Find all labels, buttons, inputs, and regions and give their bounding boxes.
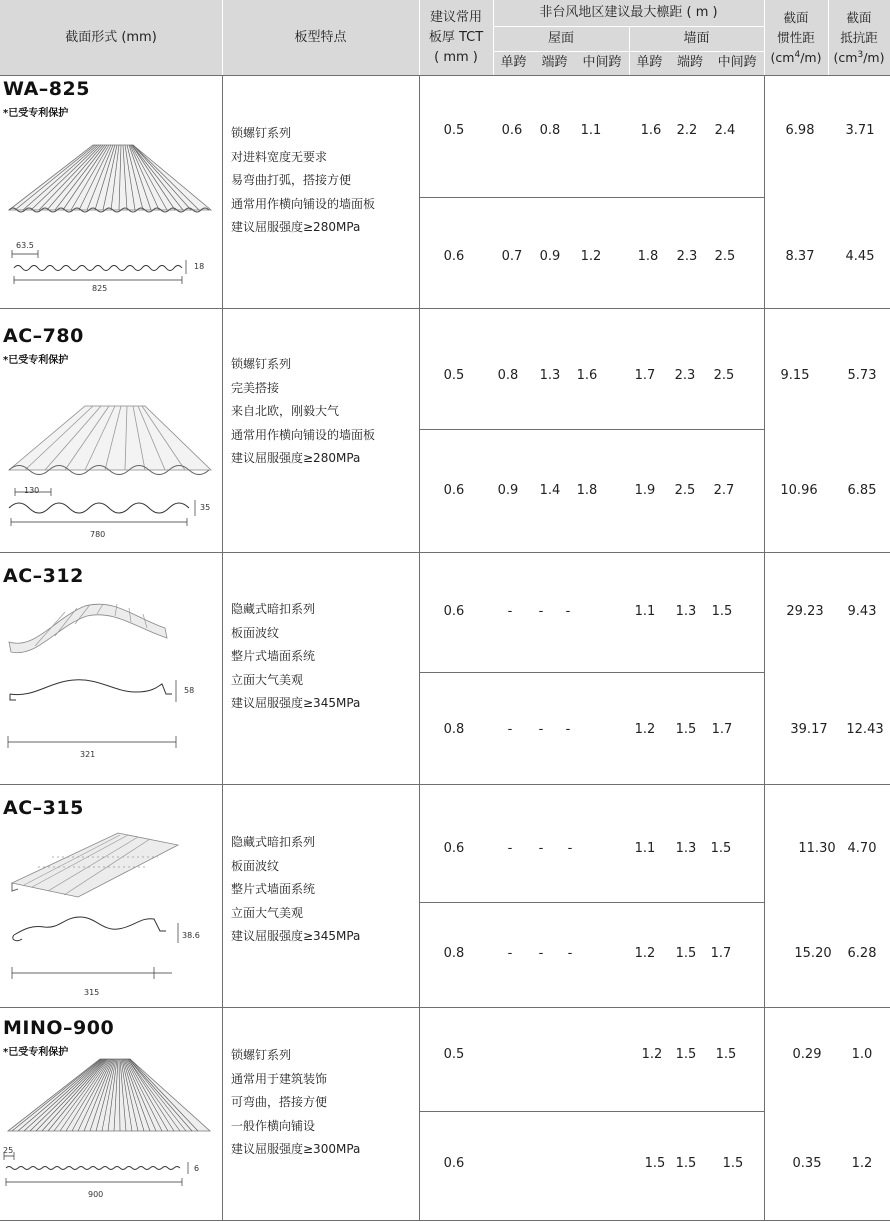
ac312-panel-illustration xyxy=(5,598,175,660)
table-cell: 0.5 xyxy=(443,123,465,138)
table-cell: - xyxy=(507,722,513,737)
feature-line: 完美搭接 xyxy=(231,380,280,395)
mino900-dim-width: 900 xyxy=(88,1190,104,1199)
table-cell: 1.5 xyxy=(675,1047,697,1062)
table-cell: 0.8 xyxy=(443,946,465,961)
table-cell: 1.7 xyxy=(710,946,732,961)
ac315-features xyxy=(231,831,360,949)
ac780-features xyxy=(231,353,375,471)
header-thickness-line1: 建议常用 xyxy=(429,9,482,25)
table-cell: 2.2 xyxy=(676,123,698,138)
table-cell: 2.5 xyxy=(674,483,696,498)
ac315-panel-illustration xyxy=(8,827,188,899)
header-resist xyxy=(828,0,890,75)
table-cell: 4.45 xyxy=(845,249,875,264)
table-cell: 39.17 xyxy=(790,722,828,737)
table-cell: 11.30 xyxy=(798,841,836,856)
wa825-dim-pitch: 63.5 xyxy=(16,241,34,250)
table-cell: 0.8 xyxy=(539,123,561,138)
table-cell: 9.15 xyxy=(780,368,810,383)
feature-line: 通常用于建筑装饰 xyxy=(231,1071,328,1086)
feature-line: 建议屈服强度≥345MPa xyxy=(231,696,361,710)
header-roof xyxy=(493,26,629,51)
wa825-profile-drawing xyxy=(8,248,208,288)
feature-line: 整片式墙面系统 xyxy=(231,649,316,663)
header-inertia xyxy=(764,0,828,75)
table-cell: 0.5 xyxy=(443,368,465,383)
table-cell: 2.5 xyxy=(714,249,736,264)
model-ac780: AC–780 xyxy=(3,325,84,347)
header-wall-single: 单跨 xyxy=(636,55,663,70)
feature-line: 可弯曲，搭接方便 xyxy=(231,1095,328,1109)
header-resist-line1: 截面 xyxy=(846,9,872,25)
feature-line: 板面波纹 xyxy=(231,858,280,873)
table-cell: 1.5 xyxy=(722,1156,744,1171)
table-cell: 0.6 xyxy=(443,249,465,264)
table-cell: 1.5 xyxy=(675,946,697,961)
header-span-group xyxy=(493,0,764,26)
table-cell: 1.5 xyxy=(715,1047,737,1062)
feature-line: 通常用作横向铺设的墙面板 xyxy=(231,196,376,211)
table-cell: 1.7 xyxy=(711,722,733,737)
mino900-features xyxy=(231,1044,360,1162)
feature-line: 立面大气美观 xyxy=(231,905,304,920)
ac315-dim-height: 38.6 xyxy=(182,931,200,940)
header-wall-end: 端跨 xyxy=(676,55,703,70)
header-roof-spans xyxy=(493,51,629,75)
table-cell: 15.20 xyxy=(794,946,832,961)
ac312-dim-width: 321 xyxy=(80,750,96,759)
feature-line: 建议屈服强度≥345MPa xyxy=(231,929,361,943)
table-cell: 0.8 xyxy=(443,722,465,737)
header-features-label: 板型特点 xyxy=(294,29,347,45)
header-resist-unit: $(cm^3/m)$ xyxy=(833,49,885,65)
feature-line: 隐藏式暗扣系列 xyxy=(231,602,316,616)
table-cell: 0.35 xyxy=(792,1156,822,1171)
table-cell: 1.2 xyxy=(851,1156,873,1171)
wa825-features xyxy=(231,122,375,240)
table-cell: 0.9 xyxy=(539,249,561,264)
ac315-profile-drawing xyxy=(4,905,194,985)
header-wall-label: 墙面 xyxy=(683,30,710,46)
ac312-dim-height: 58 xyxy=(184,686,195,695)
ac312-profile-drawing xyxy=(4,672,194,757)
feature-line: 易弯曲打弧，搭接方便 xyxy=(231,173,352,187)
ac315-dim-width: 315 xyxy=(84,988,100,997)
feature-line: 建议屈服强度≥280MPa xyxy=(231,220,361,234)
feature-line: 锁螺钉系列 xyxy=(231,1048,292,1062)
table-cell: 1.8 xyxy=(637,249,659,264)
table-cell: 1.1 xyxy=(634,841,656,856)
ac780-dim-pitch: 130 xyxy=(24,486,40,495)
table-cell: 0.7 xyxy=(501,249,523,264)
feature-line: 锁螺钉系列 xyxy=(231,357,292,371)
table-cell: - xyxy=(538,946,544,961)
table-cell: 0.6 xyxy=(443,1156,465,1171)
table-cell: 1.9 xyxy=(634,483,656,498)
ac312-features xyxy=(231,598,360,716)
mino900-panel-illustration xyxy=(4,1055,214,1135)
feature-line: 整片式墙面系统 xyxy=(231,882,316,896)
table-cell: 1.5 xyxy=(644,1156,666,1171)
header-thickness-line2: 板厚 TCT xyxy=(428,29,484,45)
header-inertia-line1: 截面 xyxy=(783,9,809,25)
table-cell: 9.43 xyxy=(847,604,877,619)
table-cell: 0.9 xyxy=(497,483,519,498)
ac780-dim-height: 35 xyxy=(200,503,211,512)
header-thickness xyxy=(419,0,493,75)
feature-line: 建议屈服强度≥300MPa xyxy=(231,1142,361,1156)
table-cell: 2.5 xyxy=(713,368,735,383)
feature-line: 来自北欧，刚毅大气 xyxy=(231,404,340,418)
header-span-group-label: 非台风地区建议最大檩距 ( m ) xyxy=(539,5,718,20)
table-cell: 2.3 xyxy=(674,368,696,383)
table-cell: 1.5 xyxy=(710,841,732,856)
feature-line: 板面波纹 xyxy=(231,625,280,640)
table-cell: - xyxy=(565,604,571,619)
feature-line: 锁螺钉系列 xyxy=(231,126,292,140)
table-cell: 0.5 xyxy=(443,1047,465,1062)
table-cell: - xyxy=(567,841,573,856)
table-cell: 0.6 xyxy=(443,483,465,498)
table-cell: 6.98 xyxy=(785,123,815,138)
table-cell: 6.28 xyxy=(847,946,877,961)
ac780-dim-width: 780 xyxy=(90,530,106,539)
table-cell: 3.71 xyxy=(845,123,875,138)
feature-line: 隐藏式暗扣系列 xyxy=(231,835,316,849)
table-cell: 1.5 xyxy=(675,1156,697,1171)
header-roof-middle: 中间跨 xyxy=(582,55,622,70)
wa825-dim-height: 18 xyxy=(194,262,205,271)
patent-note: *已受专利保护 xyxy=(3,355,69,366)
table-cell: - xyxy=(538,604,544,619)
header-roof-end: 端跨 xyxy=(541,55,568,70)
header-wall-spans xyxy=(629,51,764,75)
header-thickness-line3: ( mm ) xyxy=(434,49,478,65)
table-cell: 12.43 xyxy=(846,722,884,737)
table-cell: - xyxy=(507,841,513,856)
table-cell: 1.6 xyxy=(640,123,662,138)
table-cell: 2.4 xyxy=(714,123,736,138)
table-cell: 1.0 xyxy=(851,1047,873,1062)
feature-line: 通常用作横向铺设的墙面板 xyxy=(231,427,376,442)
table-cell: - xyxy=(538,841,544,856)
table-cell: - xyxy=(538,722,544,737)
table-cell: 2.7 xyxy=(713,483,735,498)
table-cell: 1.1 xyxy=(634,604,656,619)
table-cell: - xyxy=(567,946,573,961)
model-ac315: AC–315 xyxy=(3,797,84,819)
header-resist-line2: 抵抗距 xyxy=(840,29,878,45)
feature-line: 建议屈服强度≥280MPa xyxy=(231,451,361,465)
mino900-dim-height: 6 xyxy=(194,1164,200,1173)
header-wall xyxy=(629,26,764,51)
table-cell: 10.96 xyxy=(780,483,818,498)
table-cell: 0.6 xyxy=(443,841,465,856)
table-cell: 1.5 xyxy=(675,722,697,737)
table-cell: 1.3 xyxy=(675,604,697,619)
table-cell: 1.6 xyxy=(576,368,598,383)
patent-note: *已受专利保护 xyxy=(3,1047,69,1058)
table-cell: 1.5 xyxy=(711,604,733,619)
table-cell: 1.3 xyxy=(675,841,697,856)
table-cell: - xyxy=(507,604,513,619)
model-wa825: WA–825 xyxy=(3,78,90,100)
table-cell: 5.73 xyxy=(847,368,877,383)
table-cell: - xyxy=(507,946,513,961)
header-inertia-line2: 惯性距 xyxy=(777,29,815,45)
model-mino900: MINO–900 xyxy=(3,1017,115,1039)
header-wall-middle: 中间跨 xyxy=(717,55,757,70)
mino900-dim-pitch: 25 xyxy=(3,1146,14,1155)
model-ac312: AC–312 xyxy=(3,565,84,587)
table-cell: 1.8 xyxy=(576,483,598,498)
table-cell: 2.3 xyxy=(676,249,698,264)
table-cell: 1.7 xyxy=(634,368,656,383)
feature-line: 一般作横向铺设 xyxy=(231,1118,316,1133)
table-cell: 0.29 xyxy=(792,1047,822,1062)
header-roof-label: 屋面 xyxy=(547,30,574,46)
header-section xyxy=(0,0,222,75)
table-cell: 1.2 xyxy=(634,722,656,737)
table-cell: 1.2 xyxy=(580,249,602,264)
table-cell: 1.1 xyxy=(580,123,602,138)
table-cell: 1.4 xyxy=(539,483,561,498)
ac780-panel-illustration xyxy=(5,400,215,475)
wa825-panel-illustration xyxy=(5,140,215,215)
table-cell: 1.2 xyxy=(634,946,656,961)
mino900-profile-drawing xyxy=(2,1150,202,1192)
table-cell: 1.3 xyxy=(539,368,561,383)
table-cell: 4.70 xyxy=(847,841,877,856)
table-cell: 1.2 xyxy=(641,1047,663,1062)
header-roof-single: 单跨 xyxy=(500,55,527,70)
table-cell: 0.8 xyxy=(497,368,519,383)
wa825-dim-width: 825 xyxy=(92,284,108,293)
table-cell: 8.37 xyxy=(785,249,815,264)
feature-line: 对进料宽度无要求 xyxy=(231,149,328,164)
table-cell: - xyxy=(565,722,571,737)
header-inertia-unit: $(cm^4/m)$ xyxy=(770,49,822,65)
table-cell: 29.23 xyxy=(786,604,824,619)
table-cell: 0.6 xyxy=(501,123,523,138)
header-features xyxy=(222,0,419,75)
patent-note: *已受专利保护 xyxy=(3,108,69,119)
table-cell: 6.85 xyxy=(847,483,877,498)
table-cell: 0.6 xyxy=(443,604,465,619)
feature-line: 立面大气美观 xyxy=(231,672,304,687)
header-section-label: 截面形式 (mm) xyxy=(65,29,157,45)
